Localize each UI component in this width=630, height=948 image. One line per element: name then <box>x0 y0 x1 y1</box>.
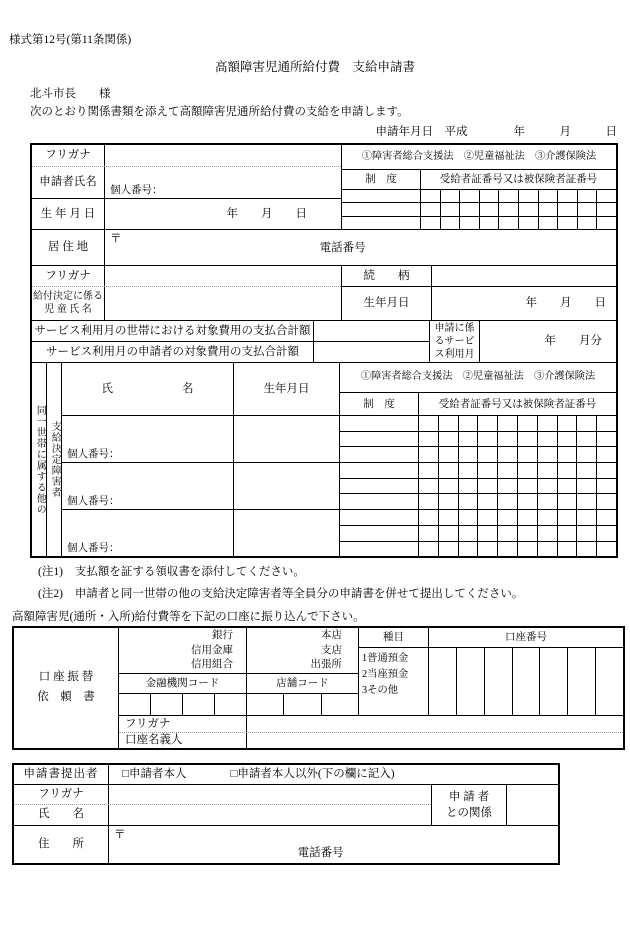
digit-cell[interactable] <box>477 479 497 494</box>
member-name-write-area[interactable] <box>62 510 233 542</box>
branch-type-options[interactable] <box>247 628 358 674</box>
digit-cell[interactable] <box>577 203 597 215</box>
applicant-birthdate-label: 生 年 月 日 <box>32 199 105 229</box>
system-entry-cell[interactable] <box>340 494 419 509</box>
digit-cell[interactable] <box>458 416 478 431</box>
digit-cell[interactable] <box>557 510 577 525</box>
cert-number-cells <box>419 494 616 509</box>
cert-grid-row <box>342 190 616 203</box>
bank-request-label-line2: 依 頼 書 <box>37 690 95 703</box>
notes <box>38 565 630 601</box>
digit-cell[interactable] <box>182 694 214 715</box>
system-entry-cell[interactable] <box>340 432 419 447</box>
digit-cell[interactable] <box>517 463 537 478</box>
applicant-phone-label: 電話番号 <box>319 241 366 254</box>
system-entry-cell[interactable] <box>340 463 419 478</box>
digit-cell[interactable] <box>518 190 538 202</box>
digit-cell[interactable] <box>577 190 597 202</box>
digit-cell[interactable] <box>567 648 595 715</box>
applicant-name-write-area[interactable] <box>105 167 341 184</box>
cert-grid-row <box>340 432 616 448</box>
digit-cell[interactable] <box>419 432 438 447</box>
digit-cell[interactable] <box>576 416 596 431</box>
digit-cell[interactable] <box>419 447 438 462</box>
addressee-line: 北斗市長 様 <box>30 88 111 100</box>
applicant-cert-grid <box>342 190 616 229</box>
digit-cell[interactable] <box>477 526 497 541</box>
digit-cell[interactable] <box>459 190 479 202</box>
applicant-name-input[interactable] <box>105 167 341 199</box>
digit-cell[interactable] <box>440 203 460 215</box>
branch-code-label: 店舗コード <box>247 674 358 694</box>
note-1 <box>38 565 630 579</box>
branch-type-shiten[interactable]: 支店 <box>321 644 342 656</box>
household-laws-header: ①障害者総合支援法 ②児童福祉法 ③介護保険法 <box>340 363 616 393</box>
digit-cell[interactable] <box>421 217 440 229</box>
cert-grid-row <box>340 494 616 510</box>
digit-cell[interactable] <box>517 416 537 431</box>
digit-cell[interactable] <box>576 432 596 447</box>
submitter-phone-label: 電話番号 <box>297 847 344 860</box>
digit-cell[interactable] <box>479 203 499 215</box>
digit-cell[interactable] <box>458 479 478 494</box>
digit-cell[interactable] <box>438 494 458 509</box>
account-number-label: 口座番号 <box>429 628 623 648</box>
digit-cell[interactable] <box>477 542 497 557</box>
child-relation-input[interactable] <box>432 266 616 286</box>
digit-cell[interactable] <box>419 463 438 478</box>
digit-cell[interactable] <box>479 217 499 229</box>
digit-cell[interactable] <box>459 217 479 229</box>
digit-cell[interactable] <box>497 479 517 494</box>
cert-number-cells <box>421 217 616 229</box>
digit-cell[interactable] <box>557 542 577 557</box>
cert-number-cells <box>419 526 616 541</box>
digit-cell[interactable] <box>596 217 616 229</box>
household-band <box>32 363 616 556</box>
digit-cell[interactable] <box>596 526 616 541</box>
service-month-units: 年 月分 <box>544 335 602 348</box>
digit-cell[interactable] <box>537 416 557 431</box>
digit-cell[interactable] <box>512 648 540 715</box>
digit-cell[interactable] <box>557 217 577 229</box>
child-furigana-label: フリガナ <box>32 266 105 286</box>
child-name-label <box>32 287 105 320</box>
digit-cell[interactable] <box>321 694 358 715</box>
cert-grid-row <box>340 510 616 526</box>
member-birthdate-input[interactable] <box>234 510 339 556</box>
bank-intro: 高額障害児(通所・入所)給付費等を下記の口座に振り込んで下さい。 <box>12 610 365 623</box>
household-member-names <box>62 416 233 556</box>
child-furigana-input[interactable] <box>105 266 341 286</box>
institution-type-shinkin[interactable]: 信用金庫 <box>191 644 233 656</box>
checkbox-applicant-self[interactable]: □申請者本人 <box>122 767 187 780</box>
digit-cell[interactable] <box>557 526 577 541</box>
digit-cell[interactable] <box>429 648 456 715</box>
digit-cell[interactable] <box>438 510 458 525</box>
digit-cell[interactable] <box>576 526 596 541</box>
digit-cell[interactable] <box>498 203 518 215</box>
digit-cell[interactable] <box>517 494 537 509</box>
digit-cell[interactable] <box>247 694 283 715</box>
branch-type-honten[interactable]: 本店 <box>321 630 342 642</box>
digit-cell[interactable] <box>497 510 517 525</box>
system-entry-cell[interactable] <box>342 203 421 215</box>
digit-cell[interactable] <box>484 648 512 715</box>
digit-cell[interactable] <box>477 432 497 447</box>
digit-cell[interactable] <box>419 542 438 557</box>
member-personal-number-label: 個人番号： <box>67 543 120 554</box>
household-system-header: 制 度 <box>340 393 419 415</box>
digit-cell[interactable] <box>576 510 596 525</box>
digit-cell[interactable] <box>518 217 538 229</box>
submitter-label: 申請書提出者 <box>14 765 109 784</box>
applicant-personal-number-label: 個人番号： <box>110 185 163 197</box>
applicant-cert-number-header: 受給者証番号又は被保険者証番号 <box>439 174 598 186</box>
institution-type-bank[interactable]: 銀行 <box>212 630 233 642</box>
digit-cell[interactable] <box>537 447 557 462</box>
digit-cell[interactable] <box>557 463 577 478</box>
digit-cell[interactable] <box>419 526 438 541</box>
digit-cell[interactable] <box>596 510 616 525</box>
child-birthdate-label: 生年月日 <box>342 287 432 320</box>
system-entry-cell[interactable] <box>340 447 419 462</box>
service-month-label <box>430 321 480 362</box>
digit-cell[interactable] <box>438 526 458 541</box>
digit-cell[interactable] <box>458 526 478 541</box>
digit-cell[interactable] <box>577 217 597 229</box>
submitter-relation-input[interactable] <box>507 785 558 825</box>
institution-type-kumiai[interactable]: 信用組合 <box>191 658 233 670</box>
digit-cell[interactable] <box>477 463 497 478</box>
digit-cell[interactable] <box>596 203 616 215</box>
child-name-label-line2: 児 童 氏 名 <box>44 303 92 315</box>
digit-cell[interactable] <box>438 463 458 478</box>
application-date-line[interactable]: 申請年月日 平成 年 月 日 <box>375 125 617 138</box>
digit-cell[interactable] <box>538 190 558 202</box>
bank-request-label-line1: 口 座 振 替 <box>38 671 94 684</box>
digit-cell[interactable] <box>458 447 478 462</box>
digit-cell[interactable] <box>517 510 537 525</box>
submitter-furigana-label: フリガナ <box>14 785 109 804</box>
digit-cell[interactable] <box>517 447 537 462</box>
digit-cell[interactable] <box>421 203 440 215</box>
member-birthdate-input[interactable] <box>234 463 339 510</box>
digit-cell[interactable] <box>596 494 616 509</box>
household-vertical-label-outer: 同一世帯に属する他の <box>32 363 47 556</box>
applicant-address-input[interactable] <box>105 230 616 265</box>
digit-cell[interactable] <box>537 542 557 557</box>
branch-type-shucchojo[interactable]: 出張所 <box>310 658 342 670</box>
digit-cell[interactable] <box>438 542 458 557</box>
service-month-line1: 申請に係 <box>434 323 475 335</box>
service-month-line2: るサービ <box>434 336 475 348</box>
digit-cell[interactable] <box>537 510 557 525</box>
bank-transfer-table <box>12 626 625 749</box>
digit-cell[interactable] <box>517 479 537 494</box>
member-name-input[interactable] <box>62 416 233 463</box>
bank-furigana-input[interactable] <box>247 716 623 732</box>
address-row <box>32 230 616 266</box>
digit-cell[interactable] <box>119 694 150 715</box>
digit-cell[interactable] <box>214 694 246 715</box>
cert-grid-row <box>340 447 616 463</box>
cert-grid-row <box>340 416 616 432</box>
digit-cell[interactable] <box>421 190 440 202</box>
digit-cell[interactable] <box>497 447 517 462</box>
digit-cell[interactable] <box>498 217 518 229</box>
digit-cell[interactable] <box>438 447 458 462</box>
digit-cell[interactable] <box>576 447 596 462</box>
applicant-birthdate-units: 年 月 日 <box>226 208 307 221</box>
digit-cell[interactable] <box>477 416 497 431</box>
digit-cell[interactable] <box>576 479 596 494</box>
applicant-name-label: 申請者氏名 <box>32 167 105 199</box>
household-cert-number-header: 受給者証番号又は被保険者証番号 <box>438 398 597 410</box>
child-birthdate-input[interactable] <box>432 287 616 320</box>
submitter-relation-line1: 申 請 者 <box>448 790 490 803</box>
digit-cell[interactable] <box>518 203 538 215</box>
digit-cell[interactable] <box>438 479 458 494</box>
digit-cell[interactable] <box>595 648 623 715</box>
account-type-sonota[interactable]: 3その他 <box>362 685 399 697</box>
submitter-table <box>12 763 560 865</box>
digit-cell[interactable] <box>557 447 577 462</box>
digit-cell[interactable] <box>537 432 557 447</box>
bank-code-label: 金融機関コード <box>119 674 246 694</box>
digit-cell[interactable] <box>557 203 577 215</box>
applicant-laws-header: ①障害者総合支援法 ②児童福祉法 ③介護保険法 <box>342 145 616 170</box>
digit-cell[interactable] <box>458 542 478 557</box>
digit-cell[interactable] <box>456 648 484 715</box>
digit-cell[interactable] <box>596 432 616 447</box>
digit-cell[interactable] <box>596 190 616 202</box>
digit-cell[interactable] <box>497 494 517 509</box>
account-holder-label: 口座名義人 <box>119 733 247 747</box>
account-type-toza[interactable]: 2当座預金 <box>362 669 409 681</box>
digit-cell[interactable] <box>576 542 596 557</box>
form-number: 様式第12号(第11条関係) <box>9 34 132 46</box>
digit-cell[interactable] <box>283 694 320 715</box>
digit-cell[interactable] <box>517 526 537 541</box>
digit-cell[interactable] <box>537 494 557 509</box>
cert-number-cells <box>419 416 616 431</box>
digit-cell[interactable] <box>557 416 577 431</box>
submitter-address-label: 住 所 <box>14 826 109 863</box>
digit-cell[interactable] <box>479 190 499 202</box>
note-2-label: (注2) <box>38 587 63 600</box>
system-entry-cell[interactable] <box>340 416 419 431</box>
household-cert-grid <box>340 416 616 556</box>
household-birthdate-header: 生年月日 <box>234 363 339 416</box>
member-name-input[interactable] <box>62 463 233 510</box>
digit-cell[interactable] <box>497 416 517 431</box>
digit-cell[interactable] <box>596 447 616 462</box>
submitter-name-input[interactable] <box>109 805 431 825</box>
submitter-checkboxes <box>109 765 558 784</box>
bank-code-cells <box>119 694 246 715</box>
child-name-label-line1: 給付決定に係る <box>33 291 103 303</box>
digit-cell[interactable] <box>419 416 438 431</box>
submitter-relation-line2: との関係 <box>446 806 492 819</box>
account-type-options[interactable] <box>359 648 428 715</box>
account-type-label: 種目 <box>359 628 428 648</box>
cert-number-cells <box>419 479 616 494</box>
submitter-relation-label <box>432 785 507 825</box>
household-member-birthdates <box>234 416 339 556</box>
note-1-text: 支払額を証する領収書を添付してください。 <box>74 566 305 579</box>
cert-grid-row <box>340 542 616 557</box>
page-title: 高額障害児通所給付費 支給申請書 <box>214 60 415 75</box>
member-birthdate-input[interactable] <box>234 416 339 463</box>
submitter-furigana-input[interactable] <box>109 785 431 804</box>
digit-cell[interactable] <box>596 416 616 431</box>
note-2-text: 申請者と同一世帯の他の支給決定障害者等全員分の申請書を併せて提出してください。 <box>74 587 524 600</box>
digit-cell[interactable] <box>458 510 478 525</box>
submitter-name-label: 氏 名 <box>14 805 109 825</box>
household-cost-label: サービス利用月の世帯における対象費用の支払合計額 <box>32 321 314 341</box>
postal-mark: 〒 <box>110 233 122 246</box>
cert-grid-row <box>340 463 616 479</box>
account-holder-input[interactable] <box>247 733 623 747</box>
member-name-write-area[interactable] <box>62 416 233 448</box>
cert-number-cells <box>421 190 616 202</box>
digit-cell[interactable] <box>477 494 497 509</box>
member-personal-number-label: 個人番号： <box>67 449 120 460</box>
member-name-write-area[interactable] <box>62 463 233 495</box>
cert-number-cells <box>419 463 616 478</box>
digit-cell[interactable] <box>497 526 517 541</box>
digit-cell[interactable] <box>576 463 596 478</box>
digit-cell[interactable] <box>557 479 577 494</box>
digit-cell[interactable] <box>440 190 460 202</box>
digit-cell[interactable] <box>557 432 577 447</box>
digit-cell[interactable] <box>438 432 458 447</box>
submitter-postal-mark: 〒 <box>114 828 126 841</box>
main-application-table <box>30 143 618 558</box>
system-entry-cell[interactable] <box>340 479 419 494</box>
digit-cell[interactable] <box>596 542 616 557</box>
applicant-system-header: 制 度 <box>342 170 421 189</box>
digit-cell[interactable] <box>538 203 558 215</box>
digit-cell[interactable] <box>419 510 438 525</box>
digit-cell[interactable] <box>458 494 478 509</box>
applicant-birthdate-input[interactable] <box>105 199 341 229</box>
applicant-band <box>32 145 616 230</box>
system-entry-cell[interactable] <box>342 190 421 202</box>
cert-grid-row <box>340 479 616 495</box>
service-month-input[interactable] <box>480 321 616 362</box>
service-month-line3: ス利用月 <box>434 349 475 361</box>
bank-request-label <box>14 628 119 747</box>
digit-cell[interactable] <box>497 542 517 557</box>
member-name-input[interactable] <box>62 510 233 556</box>
household-vertical-label-inner: 支給決定障害者 <box>47 363 62 556</box>
child-relation-label: 続 柄 <box>342 266 432 286</box>
digit-cell[interactable] <box>419 494 438 509</box>
system-entry-cell[interactable] <box>342 217 421 229</box>
digit-cell[interactable] <box>477 510 497 525</box>
digit-cell[interactable] <box>497 432 517 447</box>
household-name-header: 氏 名 <box>62 363 233 416</box>
digit-cell[interactable] <box>537 526 557 541</box>
digit-cell[interactable] <box>576 494 596 509</box>
cost-band <box>32 321 616 363</box>
system-entry-cell[interactable] <box>340 526 419 541</box>
note-1-label: (注1) <box>38 566 63 579</box>
submitter-address-input[interactable] <box>109 826 558 863</box>
cert-number-cells <box>421 203 616 215</box>
bank-furigana-label: フリガナ <box>119 716 247 732</box>
applicant-furigana-input[interactable] <box>105 145 341 166</box>
digit-cell[interactable] <box>537 479 557 494</box>
cert-grid-row <box>340 526 616 542</box>
household-cost-input[interactable] <box>314 321 430 341</box>
child-name-input[interactable] <box>105 287 341 320</box>
applicant-cost-input[interactable] <box>314 342 430 362</box>
cert-number-cells <box>419 432 616 447</box>
digit-cell[interactable] <box>477 447 497 462</box>
digit-cell[interactable] <box>538 217 558 229</box>
digit-cell[interactable] <box>419 479 438 494</box>
cert-number-cells <box>419 510 616 525</box>
cert-grid-row <box>342 203 616 216</box>
digit-cell[interactable] <box>438 416 458 431</box>
digit-cell[interactable] <box>458 432 478 447</box>
note-2 <box>38 587 630 601</box>
account-type-futsu[interactable]: 1普通預金 <box>362 653 409 665</box>
digit-cell[interactable] <box>517 432 537 447</box>
member-personal-number-label: 個人番号： <box>67 496 120 507</box>
institution-type-options[interactable] <box>119 628 246 674</box>
branch-code-cells <box>247 694 358 715</box>
digit-cell[interactable] <box>440 217 460 229</box>
digit-cell[interactable] <box>458 463 478 478</box>
child-birthdate-units: 年 月 日 <box>525 297 606 310</box>
cert-number-cells <box>419 542 616 557</box>
account-number-cells <box>429 648 623 715</box>
digit-cell[interactable] <box>150 694 182 715</box>
digit-cell[interactable] <box>596 479 616 494</box>
system-entry-cell[interactable] <box>340 542 419 557</box>
cert-grid-row <box>342 217 616 229</box>
digit-cell[interactable] <box>498 190 518 202</box>
system-entry-cell[interactable] <box>340 510 419 525</box>
intro-sentence: 次のとおり関係書類を添えて高額障害児通所給付費の支給を申請します。 <box>30 106 409 119</box>
digit-cell[interactable] <box>497 463 517 478</box>
digit-cell[interactable] <box>557 190 577 202</box>
child-band <box>32 266 616 321</box>
applicant-cost-label: サービス利用月の申請者の対象費用の支払合計額 <box>32 342 314 362</box>
checkbox-applicant-other[interactable]: □申請者本人以外(下の欄に記入) <box>230 767 395 780</box>
digit-cell[interactable] <box>539 648 567 715</box>
address-label: 居 住 地 <box>32 230 105 265</box>
cert-number-cells <box>419 447 616 462</box>
applicant-furigana-label: フリガナ <box>32 145 105 166</box>
digit-cell[interactable] <box>596 463 616 478</box>
digit-cell[interactable] <box>557 494 577 509</box>
digit-cell[interactable] <box>537 463 557 478</box>
digit-cell[interactable] <box>459 203 479 215</box>
digit-cell[interactable] <box>517 542 537 557</box>
